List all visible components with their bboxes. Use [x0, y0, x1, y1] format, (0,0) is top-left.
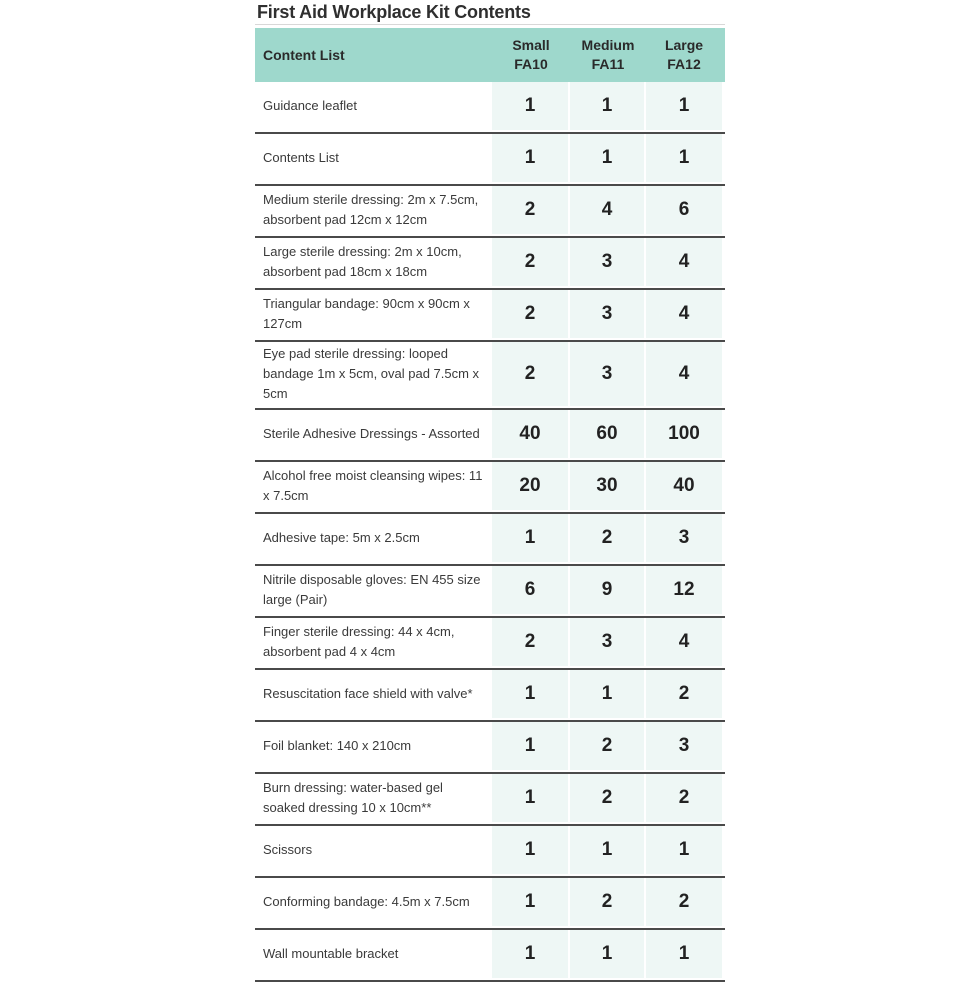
qty-large: 1 [678, 147, 690, 168]
qty-small: 2 [524, 363, 536, 384]
qty-medium: 2 [601, 527, 613, 548]
table-row [255, 826, 725, 878]
table-row [255, 186, 725, 238]
table-row [255, 878, 725, 930]
qty-small: 1 [524, 943, 536, 964]
qty-large: 4 [678, 631, 690, 652]
table-row [255, 82, 725, 134]
item-description: Medium sterile dressing: 2m x 7.5cm, absorbent pad 12cm x 12cm [263, 192, 479, 227]
table-row [255, 462, 725, 514]
qty-medium: 1 [601, 147, 613, 168]
qty-large: 2 [678, 683, 690, 704]
item-description: Guidance leaflet [263, 98, 357, 113]
qty-small: 1 [524, 683, 536, 704]
qty-medium: 4 [601, 199, 613, 220]
table-row [255, 134, 725, 186]
qty-medium: 1 [601, 943, 613, 964]
header-small-size: Small [512, 37, 550, 53]
qty-medium: 60 [596, 423, 618, 444]
qty-small: 1 [524, 147, 536, 168]
table-row [255, 290, 725, 342]
qty-medium: 1 [601, 683, 613, 704]
table-row [255, 514, 725, 566]
qty-medium: 30 [596, 475, 618, 496]
table-row [255, 238, 725, 290]
qty-small: 1 [524, 95, 536, 116]
qty-medium: 2 [601, 735, 613, 756]
qty-medium: 3 [601, 251, 613, 272]
item-description: Finger sterile dressing: 44 x 4cm, absorbent pad 4 x 4cm [263, 624, 455, 659]
qty-small: 1 [524, 787, 536, 808]
qty-large: 40 [673, 475, 695, 496]
qty-small: 2 [524, 251, 536, 272]
table-row [255, 722, 725, 774]
qty-large: 3 [678, 735, 690, 756]
qty-large: 3 [678, 527, 690, 548]
qty-large: 1 [678, 95, 690, 116]
table-row [255, 930, 725, 982]
qty-medium: 3 [601, 303, 613, 324]
page-title: First Aid Workplace Kit Contents [257, 2, 531, 22]
qty-medium: 2 [601, 891, 613, 912]
qty-large: 6 [678, 199, 690, 220]
qty-small: 1 [524, 735, 536, 756]
header-medium-code: FA11 [591, 56, 625, 72]
header-large [646, 28, 722, 82]
qty-large: 100 [668, 423, 700, 444]
qty-large: 1 [678, 839, 690, 860]
header-medium [570, 28, 646, 82]
item-description: Conforming bandage: 4.5m x 7.5cm [263, 894, 470, 909]
header-medium-size: Medium [581, 37, 635, 53]
table-header [255, 28, 725, 82]
qty-small: 40 [519, 423, 541, 444]
qty-large: 12 [673, 579, 695, 600]
table-row [255, 774, 725, 826]
table-row [255, 566, 725, 618]
item-description: Large sterile dressing: 2m x 10cm, absorbent pad 18cm x 18cm [263, 244, 462, 279]
qty-small: 1 [524, 527, 536, 548]
item-description: Nitrile disposable gloves: EN 455 size large (Pair) [263, 572, 481, 607]
item-description: Sterile Adhesive Dressings - Assorted [263, 426, 480, 441]
qty-small: 2 [524, 631, 536, 652]
qty-large: 4 [678, 251, 690, 272]
qty-small: 20 [519, 475, 541, 496]
item-description: Burn dressing: water-based gel soaked dressing 10 x 10cm** [263, 780, 443, 815]
qty-medium: 1 [601, 839, 613, 860]
item-description: Foil blanket: 140 x 210cm [263, 738, 412, 753]
item-description: Contents List [263, 150, 339, 165]
item-description: Eye pad sterile dressing: looped bandage 1m x 5cm, oval pad 7.5cm x 5cm [263, 346, 480, 401]
qty-medium: 1 [601, 95, 613, 116]
qty-medium: 2 [601, 787, 613, 808]
header-small [492, 28, 570, 82]
item-description: Alcohol free moist cleansing wipes: 11 x 7.5cm [263, 468, 483, 503]
table-row [255, 342, 725, 410]
table-row [255, 670, 725, 722]
qty-small: 2 [524, 303, 536, 324]
qty-medium: 3 [601, 631, 613, 652]
item-description: Resuscitation face shield with valve* [263, 686, 473, 701]
qty-large: 2 [678, 891, 690, 912]
item-description: Adhesive tape: 5m x 2.5cm [263, 530, 420, 545]
header-small-code: FA10 [514, 56, 548, 72]
qty-large: 2 [678, 787, 690, 808]
qty-medium: 9 [601, 579, 613, 600]
qty-large: 1 [678, 943, 690, 964]
qty-large: 4 [678, 303, 690, 324]
qty-small: 2 [524, 199, 536, 220]
header-large-code: FA12 [667, 56, 701, 72]
qty-small: 6 [524, 579, 536, 600]
header-large-size: Large [664, 37, 704, 53]
title-divider [255, 24, 725, 25]
qty-medium: 3 [601, 363, 613, 384]
table-row [255, 618, 725, 670]
item-description: Scissors [263, 842, 313, 857]
qty-large: 4 [678, 363, 690, 384]
table-row [255, 410, 725, 462]
qty-small: 1 [524, 891, 536, 912]
item-description: Triangular bandage: 90cm x 90cm x 127cm [263, 296, 470, 331]
qty-small: 1 [524, 839, 536, 860]
item-description: Wall mountable bracket [263, 946, 399, 961]
header-content-list: Content List [263, 47, 345, 63]
